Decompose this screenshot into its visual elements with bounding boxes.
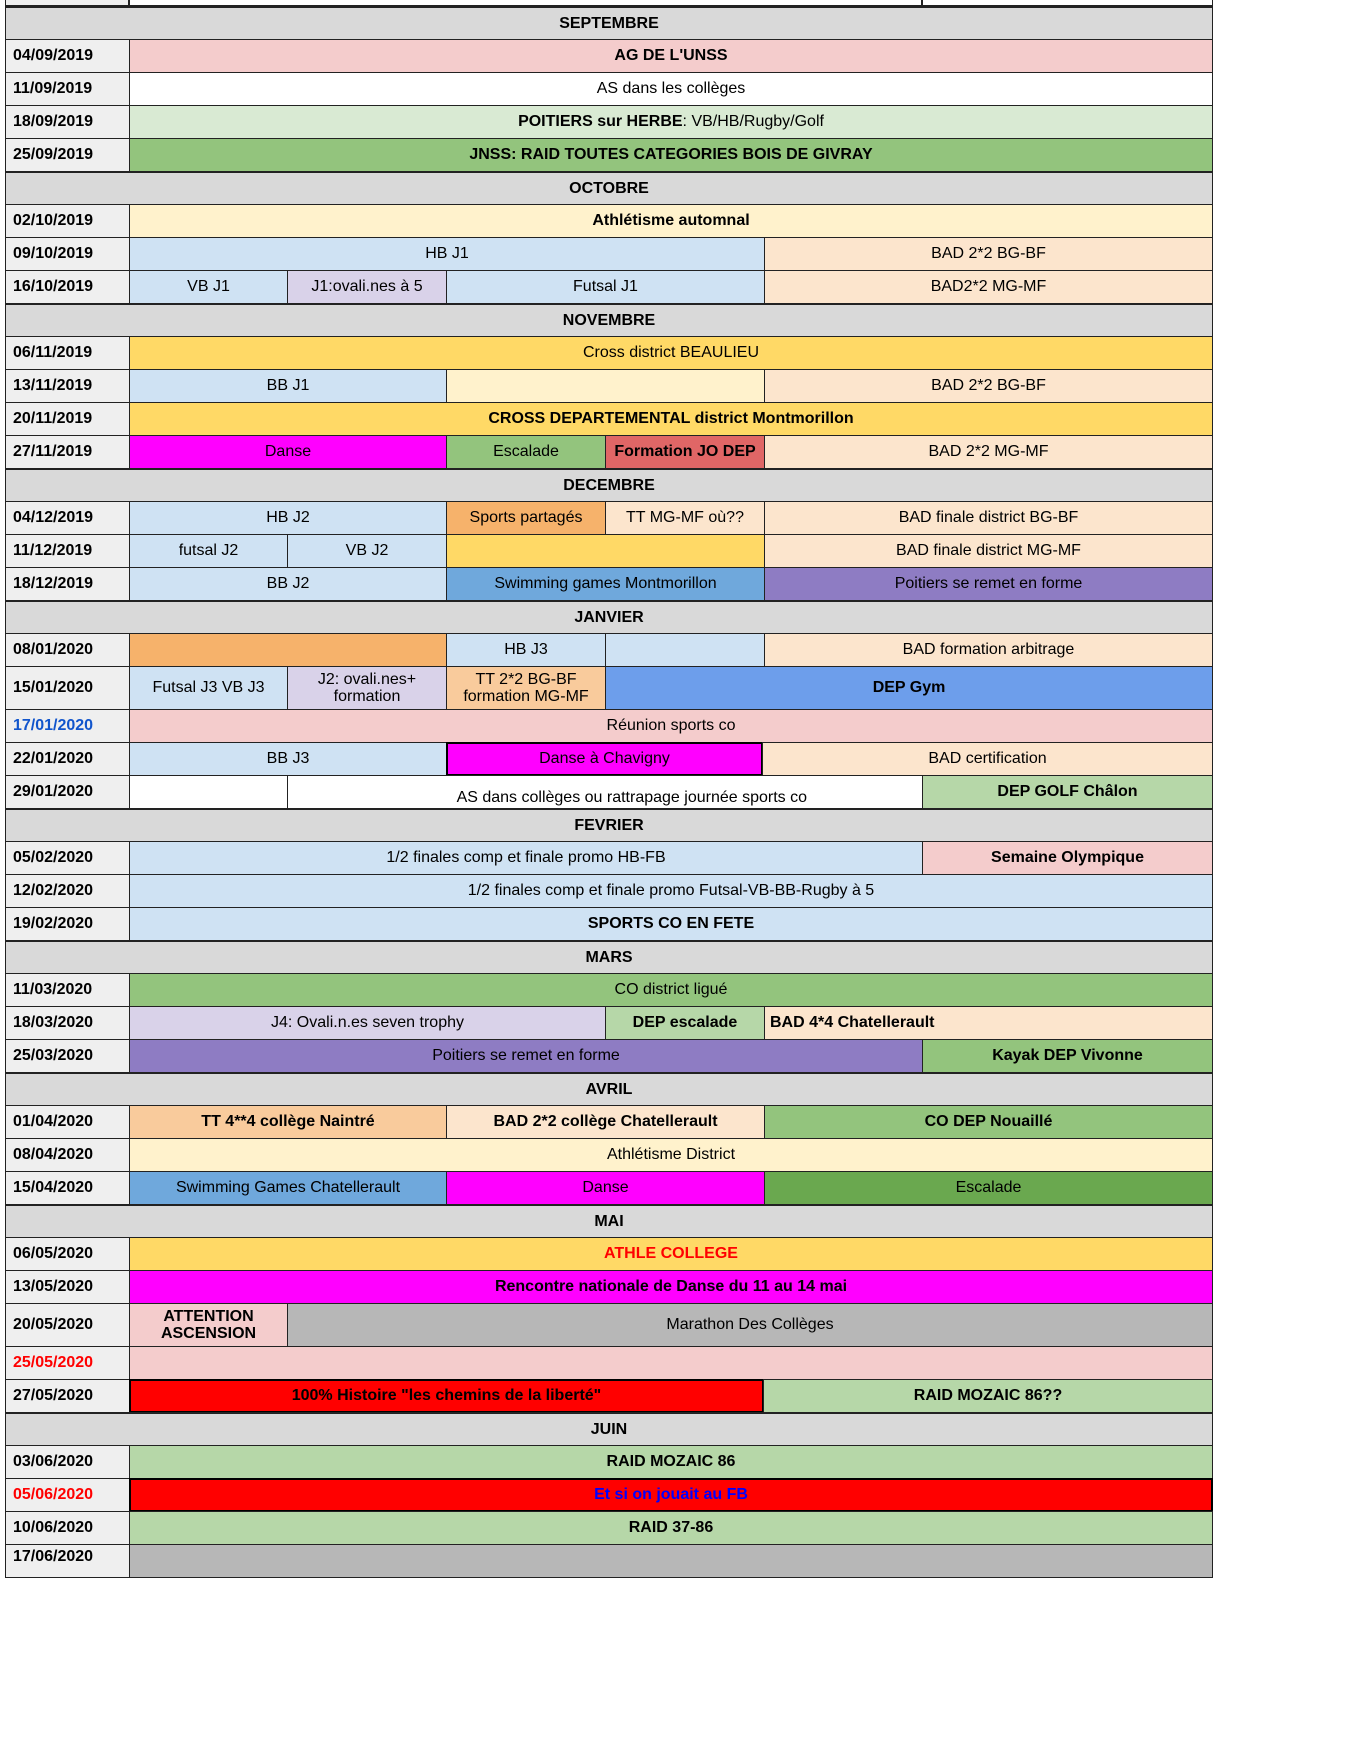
event-cell: BAD finale district BG-BF (764, 501, 1213, 535)
date-cell: 03/06/2020 (5, 1445, 130, 1479)
empty-cell (129, 633, 447, 667)
event-cell: Marathon Des Collèges (287, 1303, 1213, 1347)
empty-cell (129, 1346, 1213, 1380)
month-header: MARS (5, 940, 1213, 974)
empty-cell (129, 775, 288, 809)
event-cell: BAD 2*2 BG-BF (764, 369, 1213, 403)
event-cell: Cross district BEAULIEU (129, 336, 1213, 370)
event-cell: RAID MOZAIC 86 (129, 1445, 1213, 1479)
date-cell: 15/04/2020 (5, 1171, 130, 1205)
month-header: FEVRIER (5, 808, 1213, 842)
date-cell: 10/06/2020 (5, 1511, 130, 1545)
date-cell: 12/02/2020 (5, 874, 130, 908)
month-header: AVRIL (5, 1072, 1213, 1106)
month-header: JANVIER (5, 600, 1213, 634)
event-cell: Poitiers se remet en forme (129, 1039, 923, 1073)
event-cell: BAD certification (762, 742, 1213, 776)
event-cell: J2: ovali.nes+ formation (287, 666, 447, 710)
month-header: JUIN (5, 1412, 1213, 1446)
event-cell: BAD 2*2 MG-MF (764, 435, 1213, 469)
date-cell: 27/11/2019 (5, 435, 130, 469)
event-cell (129, 105, 1213, 139)
event-cell: Escalade (446, 435, 606, 469)
event-cell: BAD formation arbitrage (764, 633, 1213, 667)
event-cell: VB J2 (287, 534, 447, 568)
event-cell: AS dans collèges ou rattrapage journée sports co (287, 775, 923, 809)
event-cell: J1:ovali.nes à 5 (287, 270, 447, 304)
date-cell: 17/06/2020 (5, 1544, 130, 1578)
event-cell: HB J3 (446, 633, 606, 667)
month-header: NOVEMBRE (5, 303, 1213, 337)
date-cell: 04/12/2019 (5, 501, 130, 535)
date-cell: 27/05/2020 (5, 1379, 130, 1413)
event-cell: Rencontre nationale de Danse du 11 au 14 mai (129, 1270, 1213, 1304)
event-cell: ATHLE COLLEGE (129, 1237, 1213, 1271)
month-header: OCTOBRE (5, 171, 1213, 205)
event-cell: AG DE L'UNSS (129, 39, 1213, 73)
empty-cell (605, 633, 765, 667)
date-cell: 08/04/2020 (5, 1138, 130, 1172)
event-cell: Futsal J3 VB J3 (129, 666, 288, 710)
date-cell: 18/12/2019 (5, 567, 130, 601)
date-cell: 11/09/2019 (5, 72, 130, 106)
event-cell: Kayak DEP Vivonne (922, 1039, 1213, 1073)
date-cell: 25/09/2019 (5, 138, 130, 172)
date-cell: 29/01/2020 (5, 775, 130, 809)
date-cell: 25/05/2020 (5, 1346, 130, 1380)
date-cell: 22/01/2020 (5, 742, 130, 776)
event-cell: Réunion sports co (129, 709, 1213, 743)
event-cell: Et si on jouait au FB (129, 1478, 1213, 1512)
empty-cell (129, 1544, 1213, 1578)
event-cell: Formation JO DEP (605, 435, 765, 469)
date-cell: 08/01/2020 (5, 633, 130, 667)
event-cell: Danse à Chavigny (446, 742, 763, 776)
event-cell: TT 2*2 BG-BF formation MG-MF (446, 666, 606, 710)
event-title: POITIERS sur HERBE (518, 113, 683, 131)
date-cell: 19/02/2020 (5, 907, 130, 941)
event-cell: CO district ligué (129, 973, 1213, 1007)
event-cell: Danse (129, 435, 447, 469)
month-header: DECEMBRE (5, 468, 1213, 502)
date-cell: 01/04/2020 (5, 1105, 130, 1139)
event-cell: ATTENTION ASCENSION (129, 1303, 288, 1347)
month-header: MAI (5, 1204, 1213, 1238)
event-cell: Poitiers se remet en forme (764, 567, 1213, 601)
date-cell: 18/09/2019 (5, 105, 130, 139)
event-cell: 1/2 finales comp et finale promo Futsal-VB-BB-Rugby à 5 (129, 874, 1213, 908)
event-cell: BB J3 (129, 742, 447, 776)
date-cell: 13/05/2020 (5, 1270, 130, 1304)
event-cell: Futsal J1 (446, 270, 765, 304)
event-cell: J4: Ovali.n.es seven trophy (129, 1006, 606, 1040)
event-cell: Semaine Olympique (922, 841, 1213, 875)
event-cell: RAID 37-86 (129, 1511, 1213, 1545)
date-cell: 09/10/2019 (5, 237, 130, 271)
event-cell: 1/2 finales comp et finale promo HB-FB (129, 841, 923, 875)
event-cell: VB J1 (129, 270, 288, 304)
event-cell: DEP Gym (605, 666, 1213, 710)
date-cell: 05/06/2020 (5, 1478, 130, 1512)
date-cell: 17/01/2020 (5, 709, 130, 743)
date-cell: 13/11/2019 (5, 369, 130, 403)
event-cell: AS dans les collèges (129, 72, 1213, 106)
event-cell: SPORTS CO EN FETE (129, 907, 1213, 941)
event-cell: RAID MOZAIC 86?? (763, 1379, 1213, 1413)
date-cell: 05/02/2020 (5, 841, 130, 875)
event-cell: HB J2 (129, 501, 447, 535)
event-cell: BAD 2*2 BG-BF (764, 237, 1213, 271)
event-cell: DEP escalade (605, 1006, 765, 1040)
event-cell: CO DEP Nouaillé (764, 1105, 1213, 1139)
event-cell: DEP GOLF Châlon (922, 775, 1213, 809)
event-cell: Danse (446, 1171, 765, 1205)
event-cell: TT 4**4 collège Naintré (129, 1105, 447, 1139)
empty-cell (446, 369, 765, 403)
event-cell: JNSS: RAID TOUTES CATEGORIES BOIS DE GIVRAY (129, 138, 1213, 172)
month-header: SEPTEMBRE (5, 6, 1213, 40)
event-cell: Swimming games Montmorillon (446, 567, 765, 601)
date-cell: 11/12/2019 (5, 534, 130, 568)
event-cell: BB J2 (129, 567, 447, 601)
date-cell: 06/11/2019 (5, 336, 130, 370)
event-cell: BAD 2*2 collège Chatellerault (446, 1105, 765, 1139)
page-edge (5, 1737, 1356, 1745)
date-cell: 11/03/2020 (5, 973, 130, 1007)
date-cell: 02/10/2019 (5, 204, 130, 238)
event-cell: BAD2*2 MG-MF (764, 270, 1213, 304)
event-cell: Athlétisme District (129, 1138, 1213, 1172)
event-cell: Swimming Games Chatellerault (129, 1171, 447, 1205)
event-cell: futsal J2 (129, 534, 288, 568)
event-cell: Athlétisme automnal (129, 204, 1213, 238)
event-cell: TT MG-MF où?? (605, 501, 765, 535)
date-cell: 04/09/2019 (5, 39, 130, 73)
date-cell: 18/03/2020 (5, 1006, 130, 1040)
date-cell: 25/03/2020 (5, 1039, 130, 1073)
date-cell: 06/05/2020 (5, 1237, 130, 1271)
empty-cell (446, 534, 765, 568)
event-cell: BB J1 (129, 369, 447, 403)
event-cell: CROSS DEPARTEMENTAL district Montmorillon (129, 402, 1213, 436)
date-cell: 20/11/2019 (5, 402, 130, 436)
event-cell: 100% Histoire "les chemins de la liberté" (129, 1379, 764, 1413)
event-detail: : VB/HB/Rugby/Golf (682, 113, 824, 131)
event-cell: BAD 4*4 Chatellerault (764, 1006, 1213, 1040)
event-cell: Escalade (764, 1171, 1213, 1205)
date-cell: 16/10/2019 (5, 270, 130, 304)
date-cell: 15/01/2020 (5, 666, 130, 710)
event-cell: HB J1 (129, 237, 765, 271)
event-cell: BAD finale district MG-MF (764, 534, 1213, 568)
event-cell: Sports partagés (446, 501, 606, 535)
date-cell: 20/05/2020 (5, 1303, 130, 1347)
